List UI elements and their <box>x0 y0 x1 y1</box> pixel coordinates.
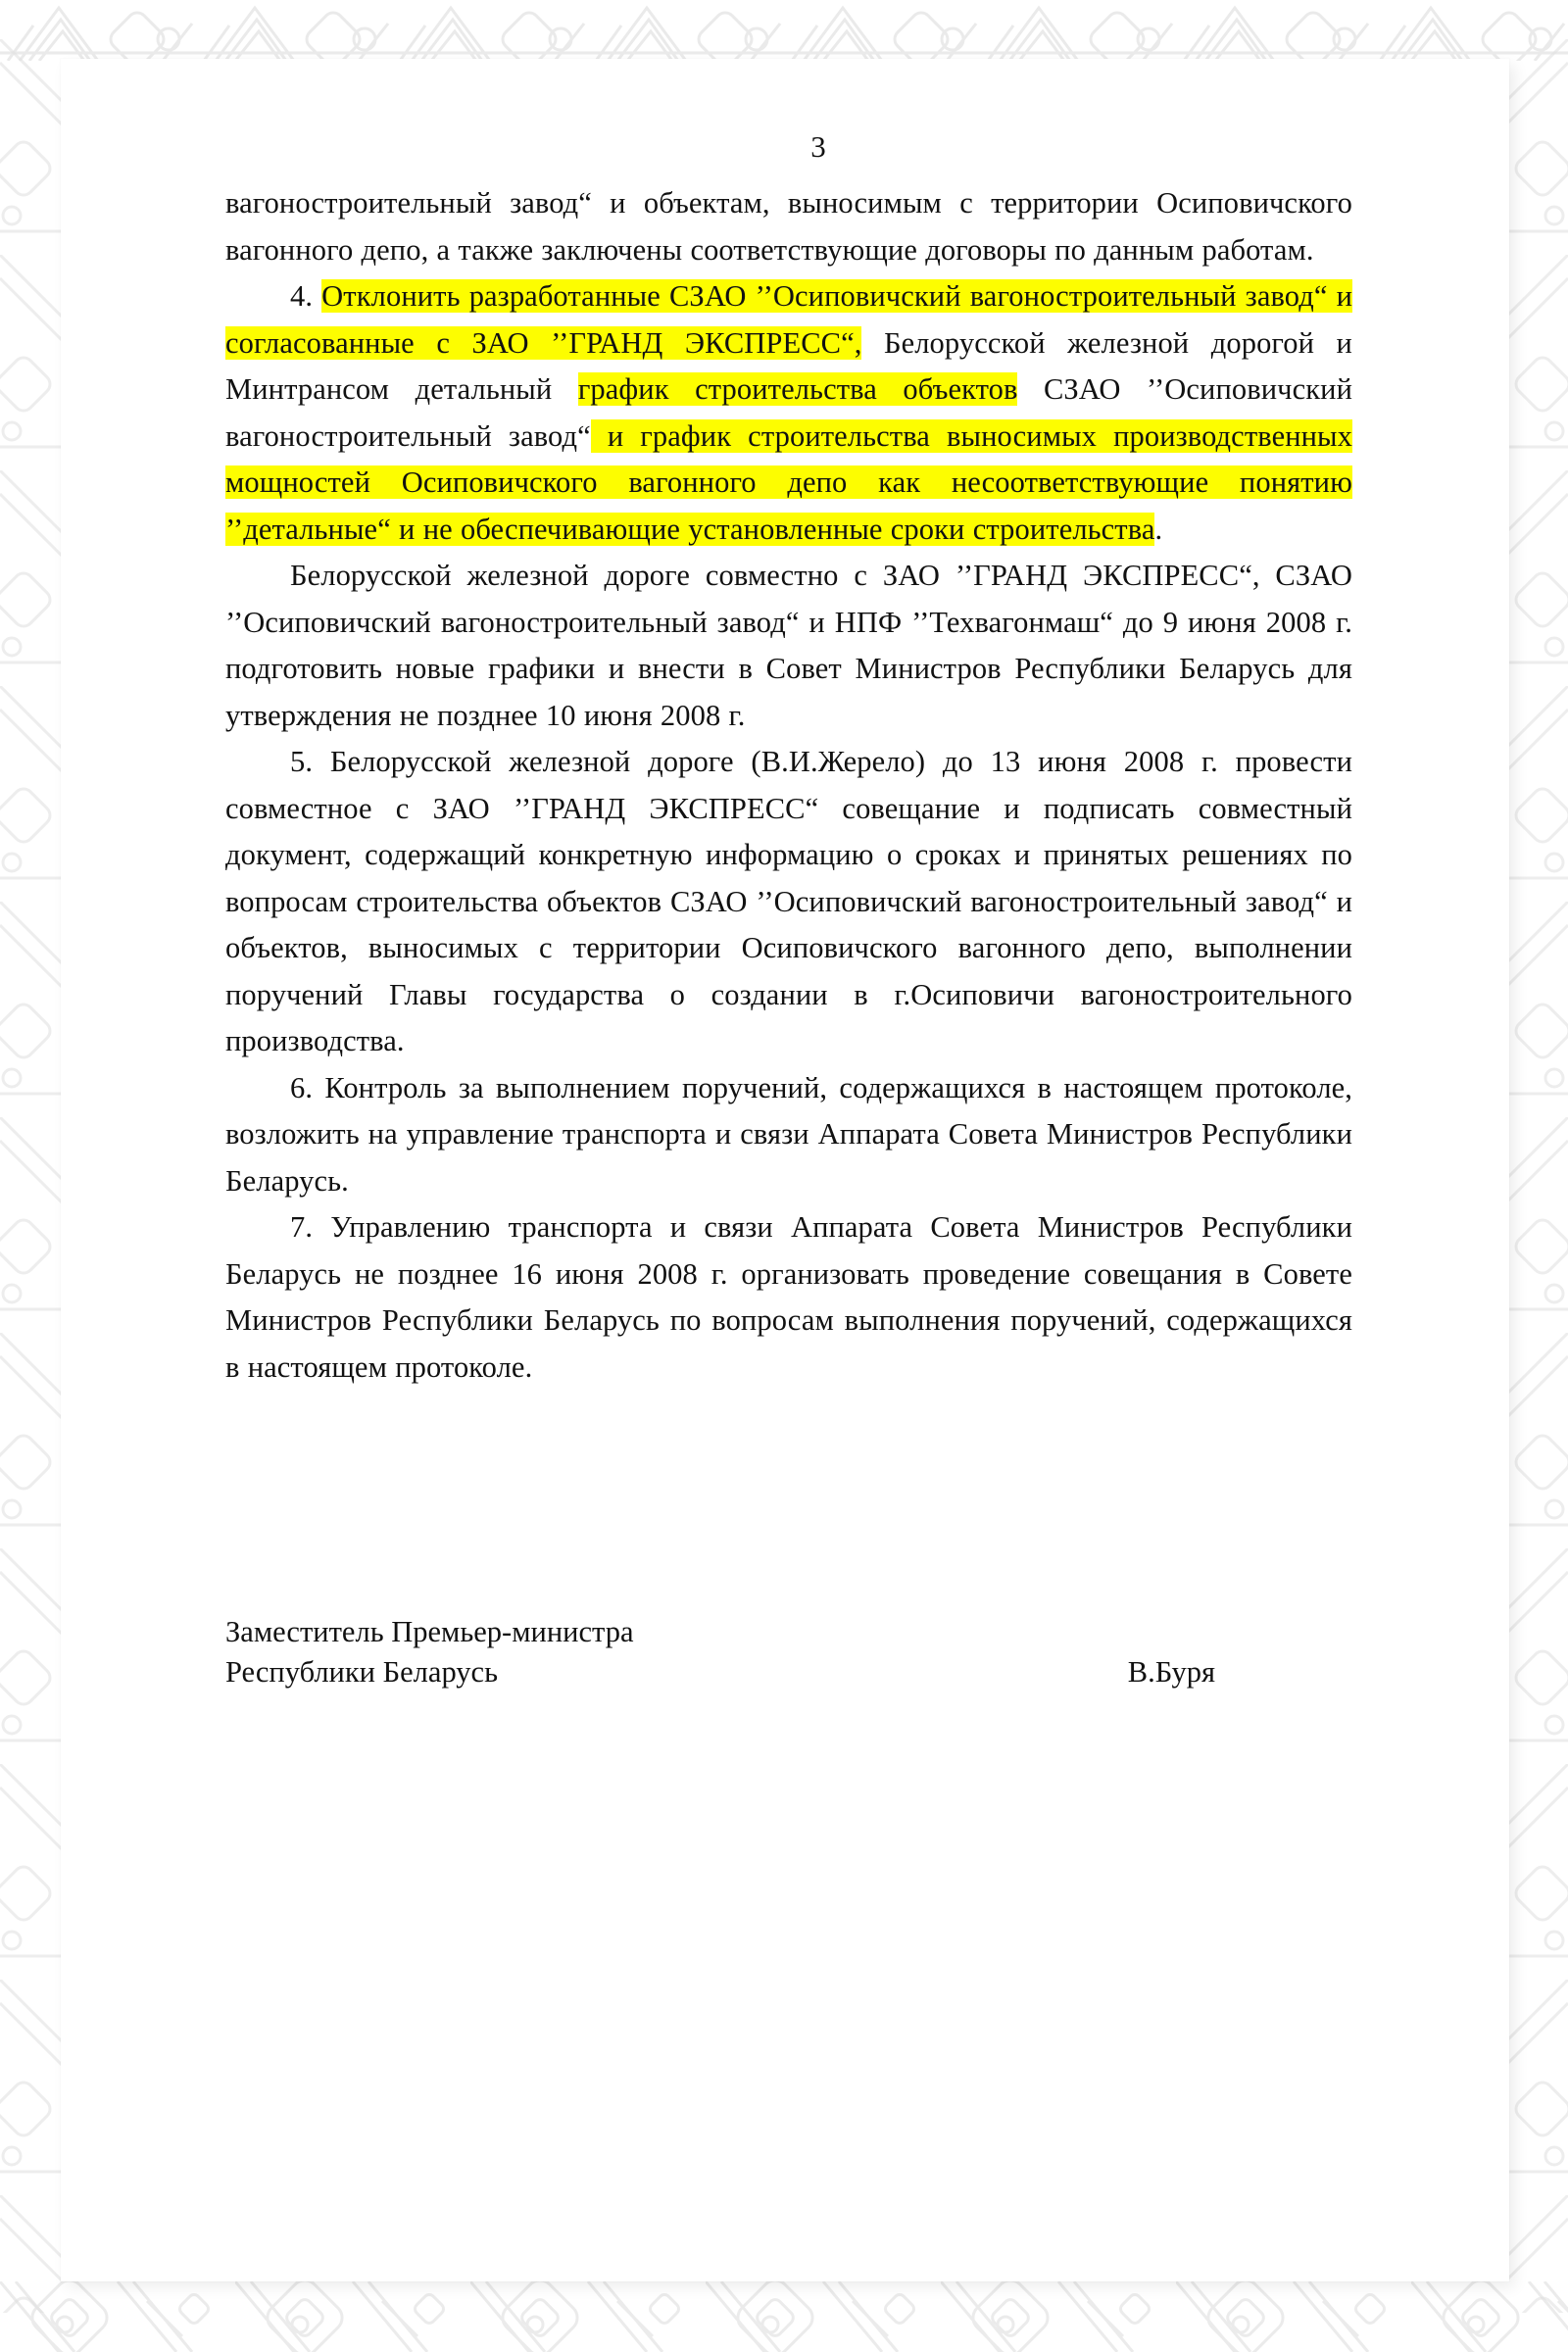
paragraph-item-4-continued <box>225 553 1352 739</box>
body-text: Белорусской железной дорогой и Минтрансом детальный <box>225 325 1352 406</box>
paragraph-continuation <box>225 180 1352 273</box>
paragraph-item-7 <box>225 1204 1352 1391</box>
document-page <box>61 59 1509 2281</box>
paragraph-item-4 <box>225 273 1352 553</box>
body-text: 4. <box>290 279 322 313</box>
paragraph-item-6 <box>225 1065 1352 1205</box>
signature-title-line-2: Республики Беларусь <box>225 1655 498 1689</box>
page-number: 3 <box>810 129 826 164</box>
highlighted-text: и график строительства выносимых производственных мощностей Осиповичского вагонного депо как несоответствующие понятию ’’детальные“ и не обеспечивающие установленные сроки строительства <box>225 418 1352 546</box>
backdrop-pattern-left <box>0 39 63 2313</box>
backdrop-pattern-bottom <box>0 2281 1568 2352</box>
body-text: СЗАО ’’Осиповичский вагоностроительный завод“ <box>225 372 1353 453</box>
body-text: 7. Управлению транспорта и связи Аппарата Совета Министров Республики Беларусь не позднее 16 июня 2008 г. организовать проведение совещания в Совете Министров Республики Беларусь по вопросам выполнения поручений, содержащихся в настоящем протоколе. <box>225 1210 1352 1384</box>
document-text-body <box>225 127 1352 1391</box>
body-text: вагоностроительный завод“ и объектам, выносимым с территории Осиповичского вагонного депо, а также заключены соответствующие договоры по данным работам. <box>225 186 1352 267</box>
highlighted-text: Отклонить разработанные СЗАО ’’Осиповичский вагоностроительный завод“ и согласованные с ЗАО ’’ГРАНД ЭКСПРЕСС“, <box>225 279 1352 360</box>
body-text: Белорусской железной дороге совместно с ЗАО ’’ГРАНД ЭКСПРЕСС“, СЗАО ’’Осиповичский вагоностроительный завод“ и НПФ ’’Техвагонмаш“ до 9 июня 2008 г. подготовить новые графики и внести в Совет Министров Республики Беларусь для утверждения не позднее 10 июня 2008 г. <box>225 559 1352 732</box>
body-text: 5. Белорусской железной дороге (В.И.Жерело) до 13 июня 2008 г. провести совместное с ЗАО ’’ГРАНД ЭКСПРЕСС“ совещание и подписать совместный документ, содержащий конкретную информацию о сроках и принятых решениях по вопросам строительства объектов СЗАО ’’Осиповичский вагоностроительный завод“ и объектов, выносимых с территории Осиповичского вагонного депо, выполнении поручений Главы государства о создании в г.Осиповичи вагоностроительного производства. <box>225 745 1352 1057</box>
backdrop-pattern-right <box>1507 39 1568 2313</box>
signature-title-line-1: Заместитель Премьер-министра <box>225 1615 634 1648</box>
signatory-name: В.Буря <box>1127 1655 1215 1689</box>
backdrop-pattern-top <box>0 0 1568 61</box>
highlighted-text: график строительства объектов <box>577 372 1018 406</box>
body-text: . <box>1154 512 1163 546</box>
body-text: 6. Контроль за выполнением поручений, содержащихся в настоящем протоколе, возложить на управление транспорта и связи Аппарата Совета Министров Республики Беларусь. <box>225 1070 1352 1198</box>
paragraph-item-5 <box>225 739 1352 1065</box>
signature-block <box>225 1612 1352 1692</box>
